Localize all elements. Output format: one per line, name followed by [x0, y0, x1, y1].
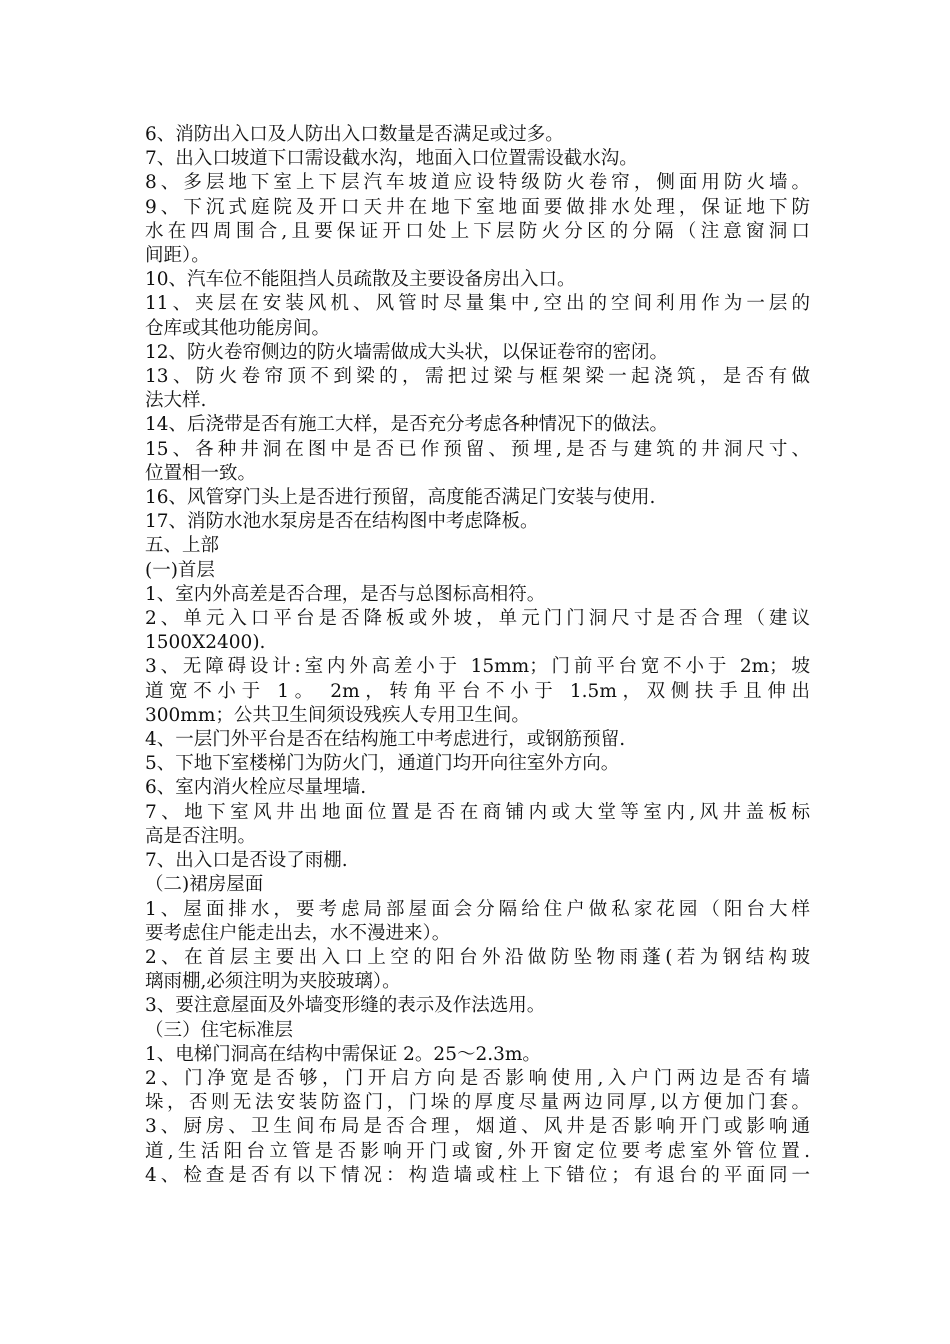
text-line: 3、要注意屋面及外墙变形缝的表示及作法选用。 — [145, 995, 546, 1017]
text-line: 要考虑住户能走出去，水不漫进来）。 — [145, 922, 451, 944]
text-line: 5、下地下室楼梯门为防火门，通道门均开向往室外方向。 — [145, 753, 620, 775]
text-line: 1、室内外高差是否合理，是否与总图标高相符。 — [145, 583, 546, 605]
text-line: 14、后浇带是否有施工大样，是否充分考虑各种情况下的做法。 — [145, 414, 669, 436]
subsection-heading: （二)裙房屋面 — [145, 874, 264, 896]
subsection-heading: (一)首层 — [145, 559, 215, 581]
text-line: 9、下沉式庭院及开口天井在地下室地面要做排水处理，保证地下防 — [145, 196, 810, 218]
text-line: 2、单元入口平台是否降板或外坡，单元门门洞尺寸是否合理（建议 — [145, 608, 810, 630]
text-line: 7、出入口是否设了雨棚. — [145, 850, 348, 872]
text-line: 7、出入口坡道下口需设截水沟，地面入口位置需设截水沟。 — [145, 148, 638, 170]
text-line: 4、检查是否有以下情况：构造墙或柱上下错位；有退台的平面同一 — [145, 1164, 810, 1186]
text-line: 10、汽车位不能阻挡人员疏散及主要设备房出入口。 — [145, 269, 576, 291]
text-line: 仓库或其他功能房间。 — [145, 317, 331, 339]
text-line: 璃雨棚,必须注明为夹胶玻璃）。 — [145, 971, 401, 993]
text-line: 法大样. — [145, 390, 207, 412]
text-line: 15、各种井洞在图中是否已作预留、预埋,是否与建筑的井洞尺寸、 — [145, 438, 810, 460]
text-line: 6、室内消火栓应尽量埋墙. — [145, 777, 367, 799]
text-line: 12、防火卷帘侧边的防火墙需做成大头状，以保证卷帘的密闭。 — [145, 341, 669, 363]
text-line: 16、风管穿门头上是否进行预留，高度能否满足门安装与使用. — [145, 487, 656, 509]
text-line: 8、多层地下室上下层汽车坡道应设特级防火卷帘，侧面用防火墙。 — [145, 172, 810, 194]
text-line: 水在四周围合,且要保证开口处上下层防火分区的分隔（注意窗洞口 — [145, 220, 810, 242]
text-line: 高是否注明。 — [145, 825, 257, 847]
text-line: 位置相一致。 — [145, 462, 257, 484]
text-line: 3、无障碍设计:室内外高差小于 15mm；门前平台宽不小于 2m；坡 — [145, 656, 810, 678]
subsection-heading: （三）住宅标准层 — [145, 1019, 294, 1041]
text-line: 6、消防出入口及人防出入口数量是否满足或过多。 — [145, 124, 564, 145]
text-line: 道宽不小于 1。 2m，转角平台不小于 1.5m，双侧扶手且伸出 — [145, 680, 810, 702]
text-line: 4、一层门外平台是否在结构施工中考虑进行，或钢筋预留. — [145, 729, 626, 751]
text-line: 1、电梯门洞高在结构中需保证 2。25～2.3m。 — [145, 1043, 541, 1065]
text-line: 道,生活阳台立管是否影响开门或窗,外开窗定位要考虑室外管位置. — [145, 1140, 810, 1162]
text-line: 17、消防水池水泵房是否在结构图中考虑降板。 — [145, 511, 539, 533]
text-line: 垛，否则无法安装防盗门，门垛的厚度尽量两边同厚,以方便加门套。 — [145, 1092, 810, 1114]
text-line: 间距）。 — [145, 245, 210, 267]
text-line: 2、门净宽是否够，门开启方向是否影响使用,入户门两边是否有墙 — [145, 1067, 810, 1089]
text-line: 2、在首层主要出入口上空的阳台外沿做防坠物雨蓬(若为钢结构玻 — [145, 946, 810, 968]
document-body — [145, 123, 810, 1188]
text-line: 3、厨房、卫生间布局是否合理，烟道、风井是否影响开门或影响通 — [145, 1116, 810, 1138]
text-line: 1500X2400). — [145, 632, 266, 654]
text-line: 300mm；公共卫生间须设残疾人专用卫生间。 — [145, 704, 530, 726]
text-line: 13、防火卷帘顶不到梁的，需把过梁与框架梁一起浇筑，是否有做 — [145, 366, 810, 388]
text-line: 1、屋面排水，要考虑局部屋面会分隔给住户做私家花园（阳台大样 — [145, 898, 810, 920]
text-line: 7、地下室风井出地面位置是否在商铺内或大堂等室内,风井盖板标 — [145, 801, 810, 823]
text-line: 11、夹层在安装风机、风管时尽量集中,空出的空间利用作为一层的 — [145, 293, 810, 315]
section-heading: 五、上部 — [145, 535, 220, 557]
